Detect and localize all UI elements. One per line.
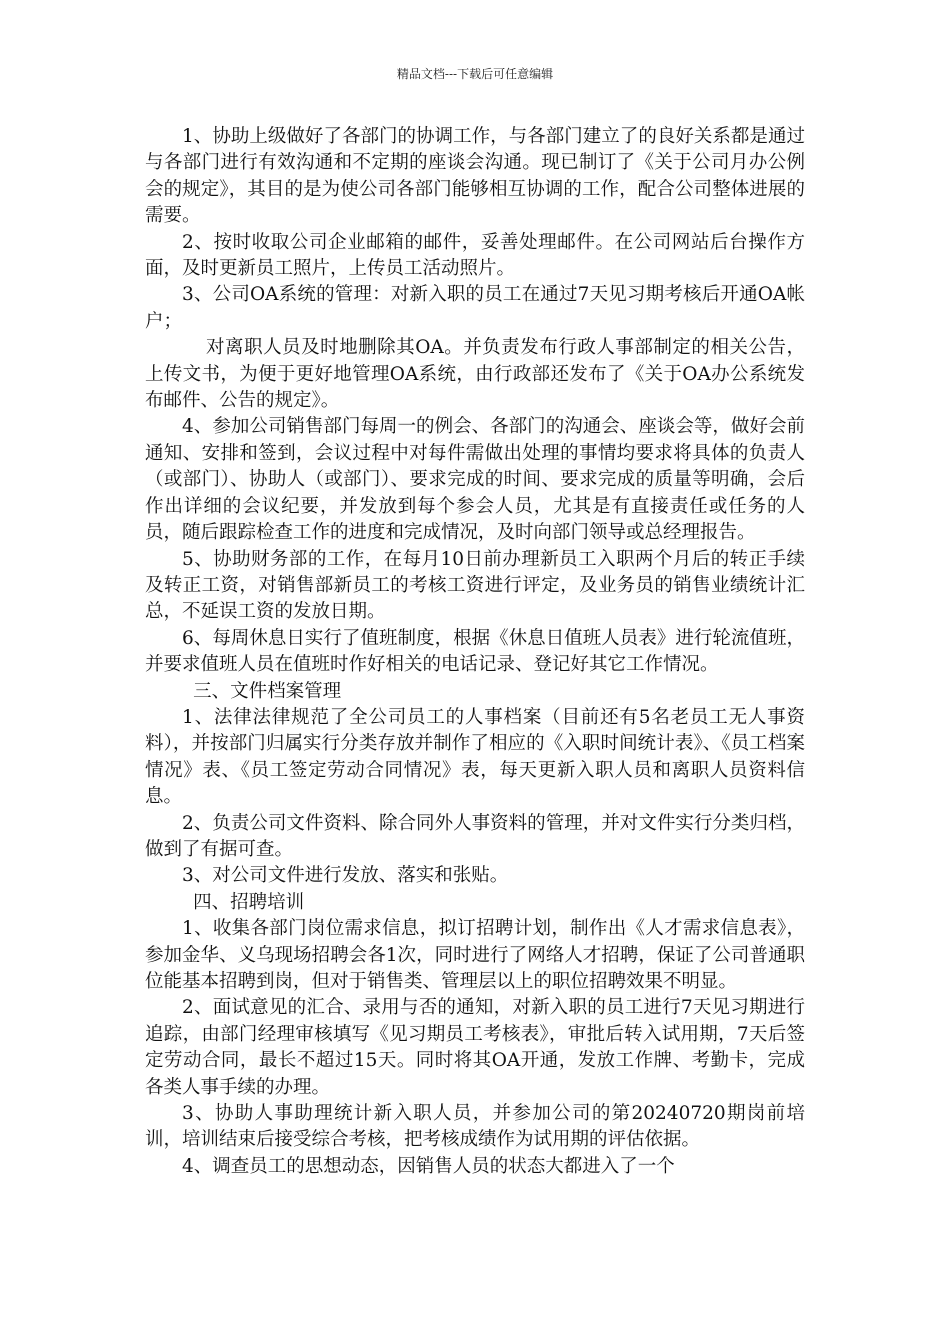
paragraph: 5、协助财务部的工作，在每月10日前办理新员工入职两个月后的转正手续及转正工资，对销售部新员工的考核工资进行评定，及业务员的销售业绩统计汇总，不延误工资的发放日期。 [145, 548, 805, 623]
paragraph: 对离职人员及时地删除其OA。并负责发布行政人事部制定的相关公告，上传文书，为便于更好地管理OA系统，由行政部还发布了《关于OA办公系统发布邮件、公告的规定》。 [145, 337, 805, 412]
paragraph: 3、对公司文件进行发放、落实和张贴。 [182, 865, 509, 887]
paragraph: 2、按时收取公司企业邮箱的邮件，妥善处理邮件。在公司网站后台操作方面，及时更新员工照片，上传员工活动照片。 [145, 231, 805, 280]
paragraph: 1、收集各部门岗位需求信息，拟订招聘计划，制作出《人才需求信息表》，参加金华、义乌现场招聘会各1次，同时进行了网络人才招聘，保证了公司普通职位能基本招聘到岗，但对于销售类、管理层以上的职位招聘效果不明显。 [145, 918, 805, 992]
document-body [145, 124, 805, 1180]
section-heading: 三、文件档案管理 [193, 680, 342, 702]
paragraph: 2、负责公司文件资料、除合同外人事资料的管理，并对文件实行分类归档，做到了有据可查。 [145, 812, 805, 860]
paragraph: 4、参加公司销售部门每周一的例会、各部门的沟通会、座谈会等，做好会前通知、安排和签到，会议过程中对每件需做出处理的事情均要求将具体的负责人（或部门）、协助人（或部门）、要求完成的时间、要求完成的质量等明确，会后作出详细的会议纪要，并发放到每个参会人员，尤其是有直接责任或任务的人员，随后跟踪检查工作的进度和完成情况，及时向部门领导或总经理报告。 [145, 416, 805, 544]
section-heading: 四、招聘培训 [193, 891, 305, 913]
paragraph: 2、面试意见的汇合、录用与否的通知，对新入职的员工进行7天见习期进行追踪，由部门经理审核填写《见习期员工考核表》，审批后转入试用期，7天后签定劳动合同，最长不超过15天。同时将其OA开通，发放工作牌、考勤卡，完成各类人事手续的办理。 [145, 997, 805, 1098]
paragraph: 1、法律法律规范了全公司员工的人事档案（目前还有5名老员工无人事资料），并按部门归属实行分类存放并制作了相应的《入职时间统计表》、《员工档案情况》表、《员工签定劳动合同情况》表，每天更新入职人员和离职人员资料信息。 [145, 706, 805, 808]
paragraph: 3、协助人事助理统计新入职人员，并参加公司的第20240720期岗前培训，培训结束后接受综合考核，把考核成绩作为试用期的评估依据。 [145, 1103, 805, 1151]
paragraph: 4、调查员工的思想动态，因销售人员的状态大都进入了一个 [182, 1155, 675, 1177]
paragraph: 1、协助上级做好了各部门的协调工作，与各部门建立了的良好关系都是通过与各部门进行有效沟通和不定期的座谈会沟通。现已制订了《关于公司月办公例会的规定》，其目的是为使公司各部门能够相互协调的工作，配合公司整体进展的需要。 [145, 126, 805, 227]
paragraph: 6、每周休息日实行了值班制度，根据《休息日值班人员表》进行轮流值班，并要求值班人员在值班时作好相关的电话记录、登记好其它工作情况。 [145, 627, 805, 676]
page-header: 精品文档---下载后可任意编辑 [396, 67, 554, 81]
paragraph: 3、公司OA系统的管理：对新入职的员工在通过7天见习期考核后开通OA帐户； [145, 284, 805, 332]
